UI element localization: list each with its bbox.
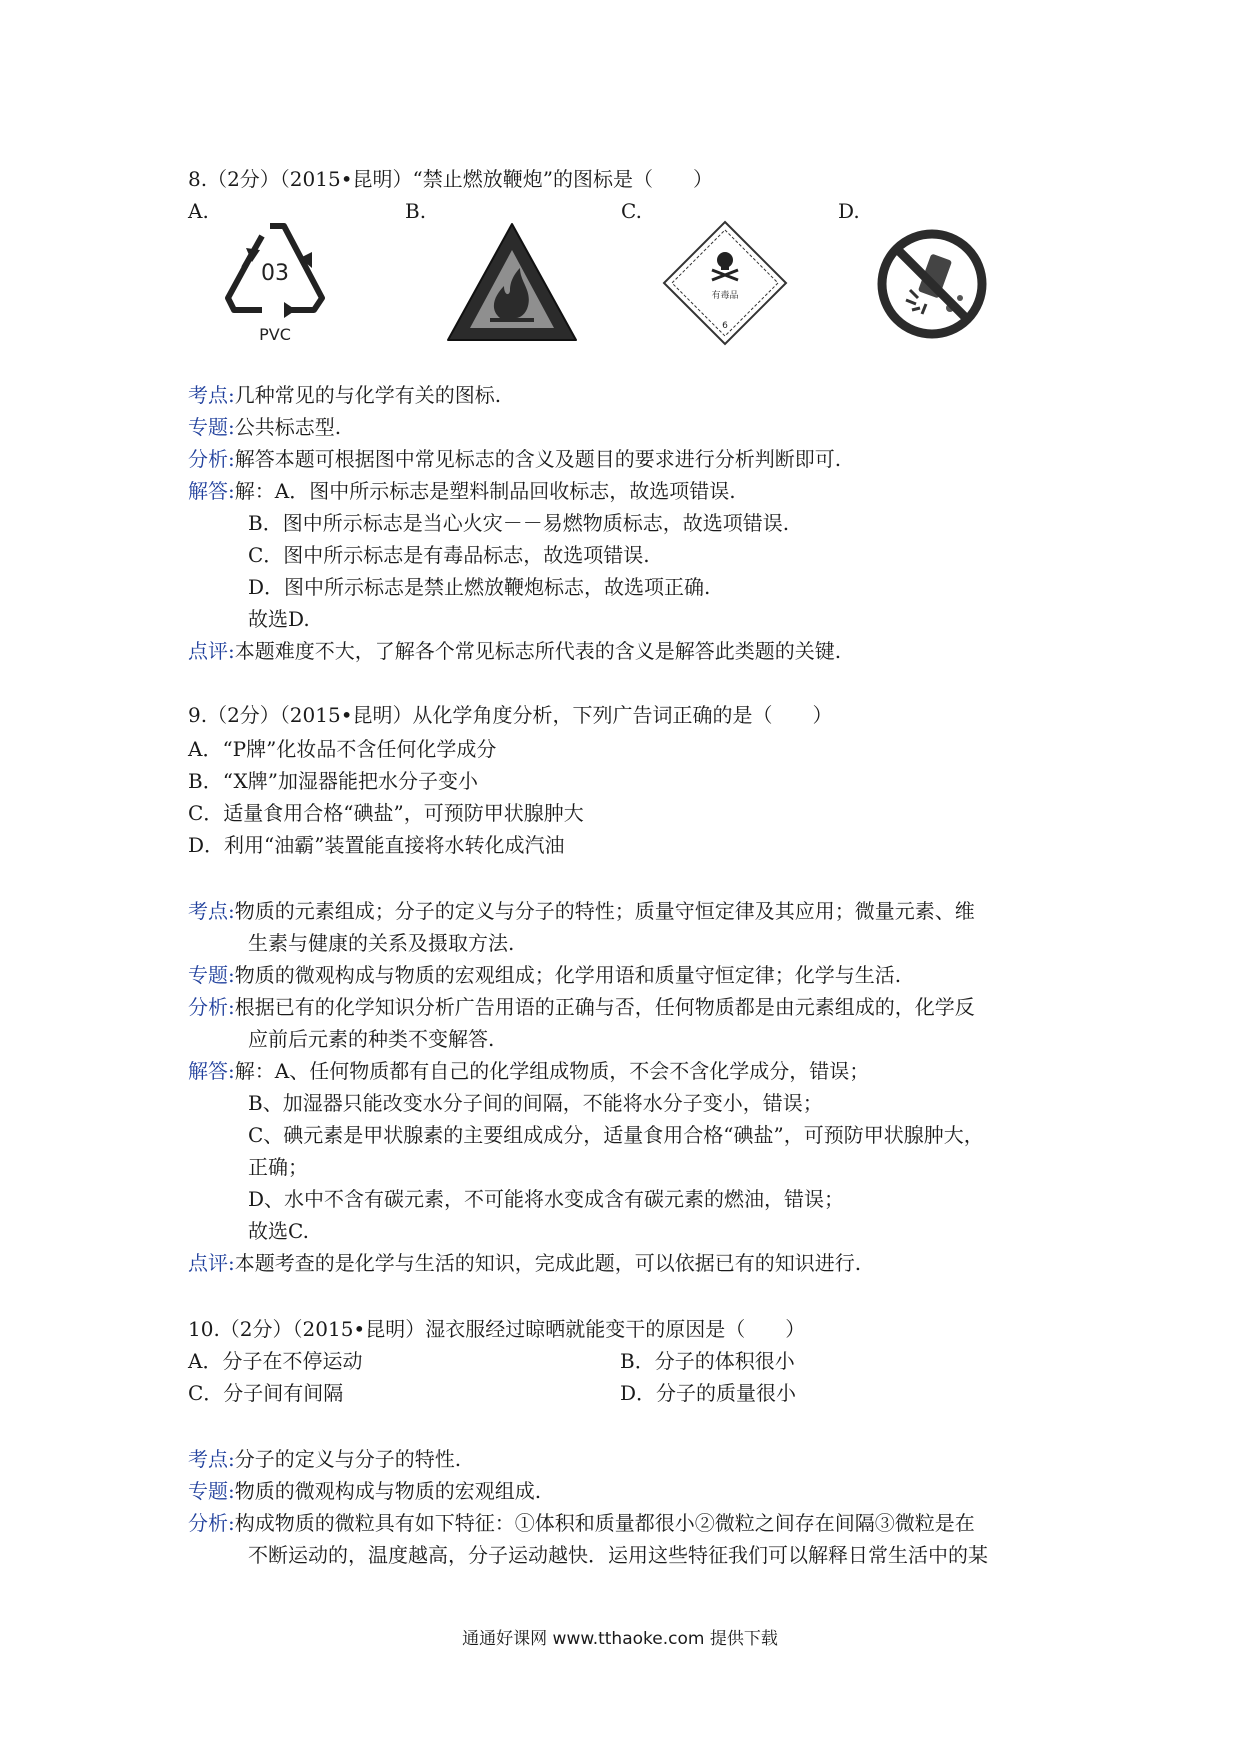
fenxi-text: 构成物质的微粒具有如下特征：①体积和质量都很小②微粒之间存在间隔③微粒是在 — [234, 1511, 975, 1535]
fenxi-text: 不断运动的，温度越高，分子运动越快．运用这些特征我们可以解释日常生活中的某 — [248, 1543, 988, 1567]
q10-option-d: D．分子的质量很小 — [620, 1381, 797, 1405]
fenxi-tag: 分析: — [188, 1511, 235, 1535]
q9-option-a: A．“P牌”化妆品不含任何化学成分 — [188, 737, 497, 761]
toxic-class-number: 6 — [722, 321, 728, 331]
dianping-tag: 点评: — [188, 639, 235, 663]
recycle-number: 03 — [261, 261, 289, 286]
q9-stem: 9.（2分）（2015•昆明）从化学角度分析，下列广告词正确的是（ ） — [188, 703, 833, 727]
q9-option-d: D．利用“油霸”装置能直接将水转化成汽油 — [188, 833, 565, 857]
jieda-line: 故选C. — [248, 1219, 309, 1243]
fenxi-tag: 分析: — [188, 995, 235, 1019]
q10-fenxi — [188, 1510, 975, 1536]
kaodian-tag: 考点: — [188, 899, 235, 923]
q8-dianping — [188, 638, 841, 664]
zhuanti-tag: 专题: — [188, 1479, 235, 1503]
q8-option-b-label: B. — [405, 199, 427, 223]
fenxi-text: 解答本题可根据图中常见标志的含义及题目的要求进行分析判断即可. — [234, 447, 842, 471]
fenxi-text: 根据已有的化学知识分析广告用语的正确与否，任何物质都是由元素组成的，化学反 — [234, 995, 975, 1019]
jieda-line: 解：A、任何物质都有自己的化学组成物质，不会不含化学成分，错误； — [234, 1059, 870, 1083]
recycle-material-label: PVC — [259, 325, 291, 344]
q9-option-b: B．“X牌”加湿器能把水分子变小 — [188, 769, 478, 793]
zhuanti-text: 物质的微观构成与物质的宏观组成；化学用语和质量守恒定律；化学与生活. — [234, 963, 902, 987]
q10-zhuanti — [188, 1478, 541, 1504]
fenxi-text: 应前后元素的种类不变解答. — [248, 1027, 495, 1051]
jieda-line: 正确； — [248, 1155, 308, 1179]
q9-option-c: C．适量食用合格“碘盐”，可预防甲状腺肿大 — [188, 801, 584, 825]
jieda-line: B．图中所示标志是当心火灾－－易燃物质标志，故选项错误. — [248, 511, 790, 535]
zhuanti-text: 公共标志型. — [234, 415, 342, 439]
kaodian-text: 物质的元素组成；分子的定义与分子的特性；质量守恒定律及其应用；微量元素、维 — [234, 899, 975, 923]
kaodian-text: 几种常见的与化学有关的图标. — [234, 383, 502, 407]
recycle-pvc-icon — [222, 218, 332, 348]
q8-stem: 8.（2分）（2015•昆明）“禁止燃放鞭炮”的图标是（ ） — [188, 167, 713, 191]
dianping-tag: 点评: — [188, 1251, 235, 1275]
q9-kaodian — [188, 898, 975, 924]
q8-option-d-label: D. — [838, 199, 860, 223]
dianping-text: 本题考查的是化学与生活的知识，完成此题，可以依据已有的知识进行. — [234, 1251, 862, 1275]
jieda-line: D．图中所示标志是禁止燃放鞭炮标志，故选项正确. — [248, 575, 711, 599]
jieda-line: 解：A．图中所示标志是塑料制品回收标志，故选项错误. — [234, 479, 736, 503]
q8-kaodian — [188, 382, 501, 408]
toxic-hazard-icon — [660, 218, 790, 348]
no-firecrackers-icon — [876, 228, 988, 340]
kaodian-text: 分子的定义与分子的特性. — [234, 1447, 462, 1471]
jieda-line: D、水中不含有碳元素，不可能将水变成含有碳元素的燃油，错误； — [248, 1187, 845, 1211]
q8-option-c-label: C. — [621, 199, 642, 223]
q10-kaodian — [188, 1446, 461, 1472]
q10-stem: 10.（2分）（2015•昆明）湿衣服经过晾晒就能变干的原因是（ ） — [188, 1317, 806, 1341]
kaodian-tag: 考点: — [188, 383, 235, 407]
jieda-line: 故选D. — [248, 607, 310, 631]
q9-fenxi — [188, 994, 975, 1020]
q9-zhuanti — [188, 962, 901, 988]
q9-dianping — [188, 1250, 861, 1276]
zhuanti-tag: 专题: — [188, 415, 235, 439]
flammable-warning-icon — [444, 220, 580, 346]
q8-jieda — [188, 478, 736, 504]
q8-zhuanti — [188, 414, 341, 440]
zhuanti-text: 物质的微观构成与物质的宏观组成. — [234, 1479, 542, 1503]
kaodian-text: 生素与健康的关系及摄取方法. — [248, 931, 515, 955]
zhuanti-tag: 专题: — [188, 963, 235, 987]
jieda-line: B、加湿器只能改变水分子间的间隔，不能将水分子变小，错误； — [248, 1091, 823, 1115]
fenxi-tag: 分析: — [188, 447, 235, 471]
q10-option-c: C．分子间有间隔 — [188, 1381, 344, 1405]
q10-option-a: A．分子在不停运动 — [188, 1349, 363, 1373]
q8-option-a-label: A. — [188, 199, 209, 223]
jieda-line: C．图中所示标志是有毒品标志，故选项错误. — [248, 543, 650, 567]
kaodian-tag: 考点: — [188, 1447, 235, 1471]
q10-option-b: B．分子的体积很小 — [620, 1349, 795, 1373]
q9-jieda — [188, 1058, 869, 1084]
jieda-tag: 解答: — [188, 479, 235, 503]
page-footer: 通通好课网 www.tthaoke.com 提供下载 — [462, 1629, 778, 1649]
jieda-line: C、碘元素是甲状腺素的主要组成成分，适量食用合格“碘盐”，可预防甲状腺肿大， — [248, 1123, 984, 1147]
q8-fenxi — [188, 446, 841, 472]
toxic-label: 有毒品 — [711, 291, 739, 301]
dianping-text: 本题难度不大，了解各个常见标志所代表的含义是解答此类题的关键. — [234, 639, 842, 663]
jieda-tag: 解答: — [188, 1059, 235, 1083]
